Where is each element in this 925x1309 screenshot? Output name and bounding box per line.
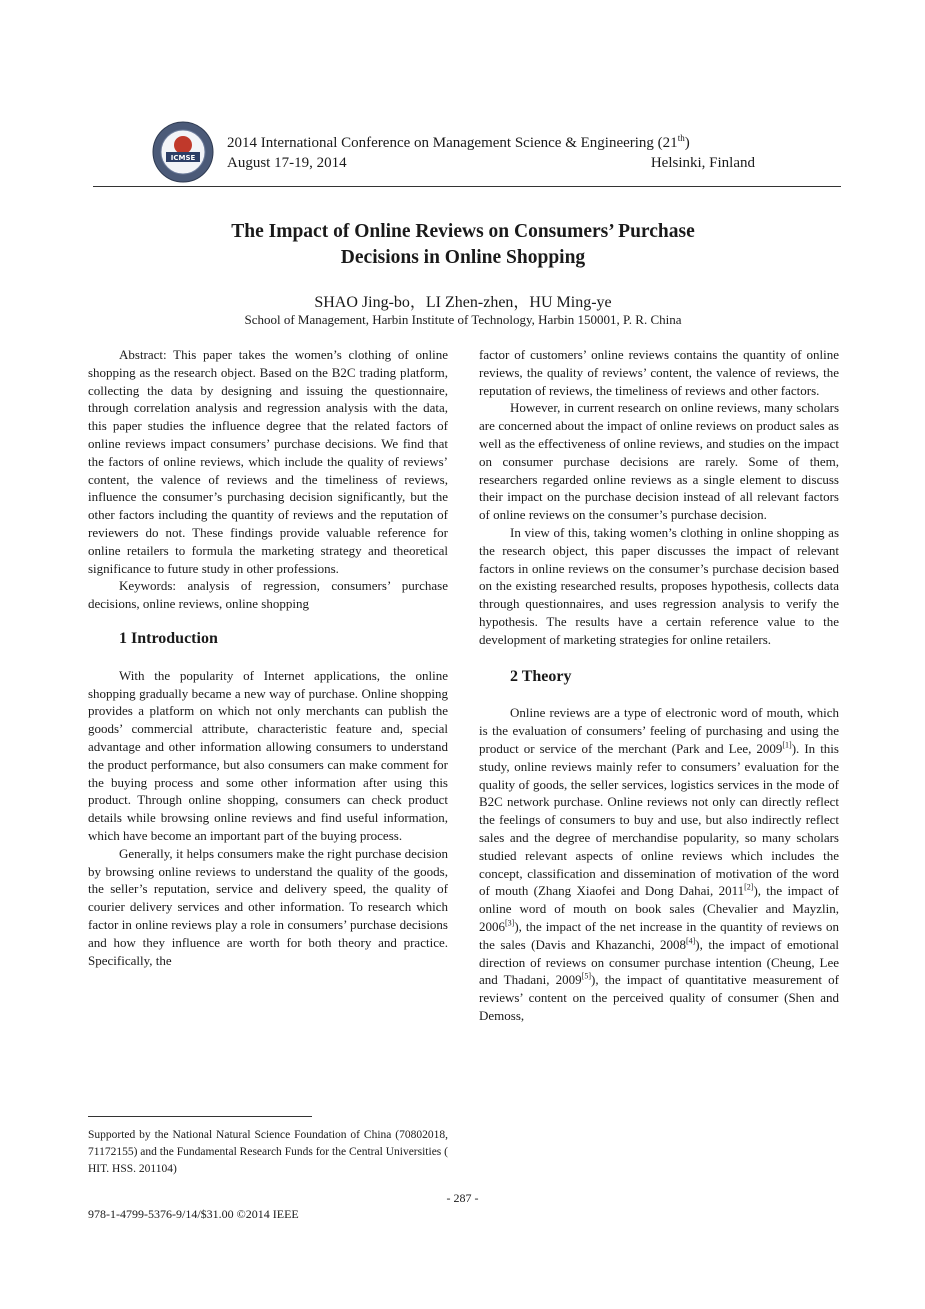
- header-divider: [93, 186, 841, 187]
- citation-ref: [1]: [782, 740, 792, 750]
- conference-logo: [152, 121, 214, 183]
- citation-ref: [3]: [505, 918, 515, 928]
- section-heading-introduction: 1 Introduction: [119, 629, 218, 647]
- isbn-copyright: 978-1-4799-5376-9/14/$31.00 ©2014 IEEE: [88, 1207, 299, 1221]
- svg-text:ICMSE: ICMSE: [170, 154, 196, 162]
- abstract: Abstract: This paper takes the women’s clothing of online shopping as the research object. Based on the B2C trading platform, collecting the data by designing and issuing the questionnaire, through correlation analysis and regression analysis with the data, this paper studies the influence degree that the related factors of online reviews impact consumers’ purchase decisions. We find that the factors of online reviews, which include the quality of reviews’ content, the valence of reviews and the timeliness of reviews, influence the consumer’s purchasing decision significantly, but the other factors including the quantity of reviews and the reputation of reviewers do not. These findings provide valuable reference for online retailers to formula the marketing strategy and theoretical significance to future study in other professions.: [88, 347, 448, 576]
- body-paragraph: factor of customers’ online reviews contains the quantity of online reviews, the quality of reviews’ content, the valence of reviews, the reputation of reviews, the timeliness of reviews and other factors.: [479, 347, 839, 398]
- theory-paragraph: Online reviews are a type of electronic word of mouth, which is the evaluation of consumers’ feeling of purchasing and using the product or service of the merchant (Park and Lee, 2009[1]). In this study, online reviews mainly refer to consumers’ evaluation for the quality of goods, the seller services, logistics services in the mode of B2C network purchase. Online reviews not only can directly reflect the feelings of consumers to buy and use, but also indirectly reflect sales and the degree of merchandise popularity, so many scholars studied relevant aspects of online reviews which includes the concept, classification and dissemination of motivation of the word of mouth (Zhang Xiaofei and Dong Dahai, 2011[2]), the impact of online word of mouth on book sales (Chevalier and Mayzlin, 2006[3]), the impact of the net increase in the quantity of reviews on the sales (Davis and Khazanchi, 2008[4]), the impact of emotional direction of reviews on consumer purchase intention (Cheung, Lee and Thadani, 2009[5]), the impact of quantitative measurement of reviews’ content on the perceived quality of consumer (Shen and Demoss,: [479, 705, 839, 1023]
- citation-ref: [2]: [744, 882, 754, 892]
- funding-footnote: Supported by the National Natural Science Foundation of China (70802018, 71172155) and the Fundamental Research Funds for the Central Universities ( HIT. HSS. 201104): [88, 1129, 448, 1175]
- left-column: [88, 346, 448, 969]
- citation-ref: [4]: [685, 936, 696, 946]
- intro-paragraph: Generally, it helps consumers make the right purchase decision by browsing online reviews to understand the quality of the goods, the seller’s reputation, service and delivery speed, the quality of courier delivery services and other information. To research which factor in online reviews play a role in consumers’ purchase decisions and how they influence are worth for both theory and practice. Specifically, the: [88, 845, 448, 968]
- affiliation: School of Management, Harbin Institute of Technology, Harbin 150001, P. R. China: [244, 312, 682, 327]
- page-number: - 287 -: [446, 1191, 479, 1205]
- author-list: SHAO Jing-bo，LI Zhen-zhen，HU Ming-ye: [314, 294, 612, 311]
- citation-ref: [5]: [581, 971, 591, 981]
- intro-paragraph: With the popularity of Internet applications, the online shopping gradually became a new way of purchase. Online shopping provides a platform on which not only merchants can publish the goods’ commercial attribute, characteristic feature and, special advantage and other information allowing consumers to understand the product performance, but also consumers can make comment for the buying process and some other information after using this product. Through online shopping, consumers can check product details while browsing online reviews and find useful information, which have become an important part of the buying process.: [88, 667, 448, 843]
- section-heading-theory: 2 Theory: [510, 667, 572, 685]
- conference-dates: August 17-19, 2014: [227, 155, 347, 171]
- right-column: [479, 346, 839, 1025]
- footnote-divider: [88, 1116, 312, 1117]
- conference-title: 2014 International Conference on Management Science & Engineering (21th): [227, 133, 690, 151]
- body-paragraph: In view of this, taking women’s clothing in online shopping as the research object, this paper discusses the impact of relevant factors in online reviews on the consumer’s purchase decision based on the existing researched results, proposes hypothesis, collects data through questionnaires, and uses regression analysis to verify the hypothesis. The results have a certain reference value to the development of marketing strategies for online retailers.: [479, 524, 839, 647]
- conference-location: Helsinki, Finland: [650, 155, 755, 171]
- body-paragraph: However, in current research on online reviews, many scholars are concerned about the impact of online reviews on product sales as well as the effectiveness of online reviews, and studies on the impact on consumer purchase decisions are rarely. Some of them, researchers regarded online reviews as a single element to discuss their impact on the purchase decision instead of all relevant factors of online reviews on the consumer’s purchase decision.: [479, 400, 839, 523]
- paper-title: The Impact of Online Reviews on Consumers’ Purchase Decisions in Online Shopping: [231, 221, 695, 268]
- keywords: Keywords: analysis of regression, consumers’ purchase decisions, online reviews, online shopping: [88, 578, 448, 612]
